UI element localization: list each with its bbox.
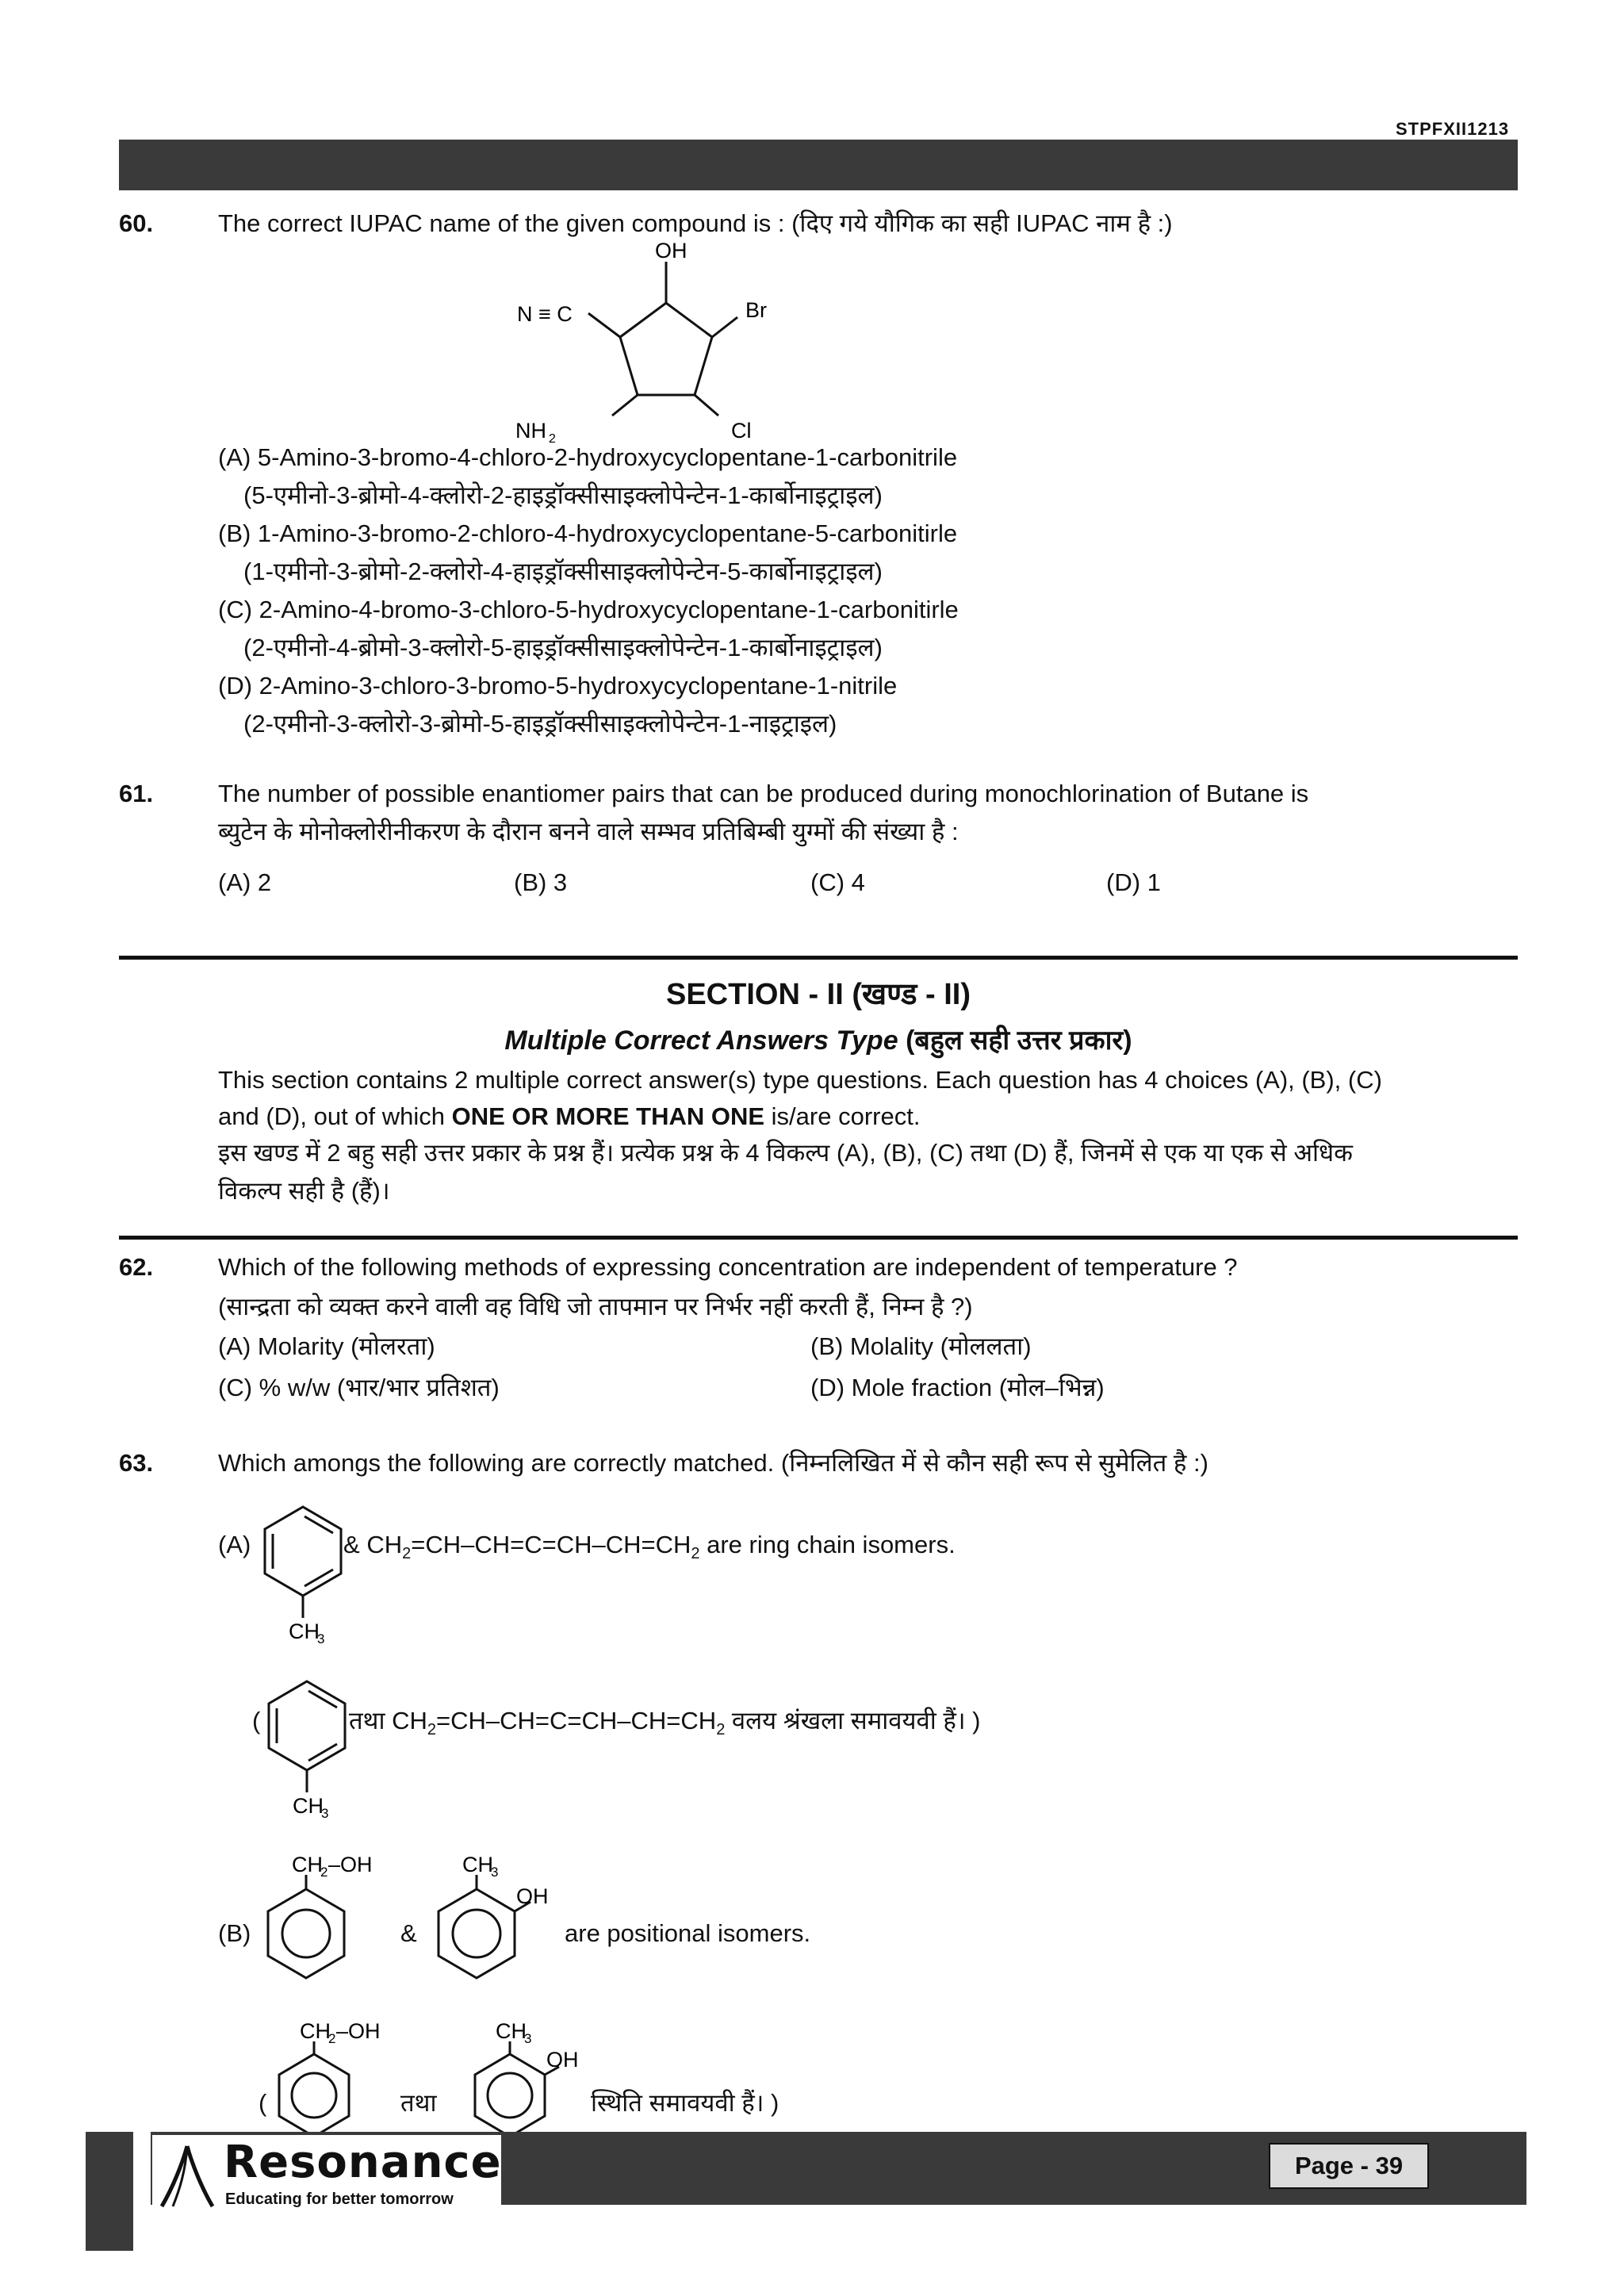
q63-text: Which amongs the following are correctly matched. (निम्नलिखित में से कौन सही रूप से सुमेलित है :) — [218, 1449, 1208, 1477]
q61-option-d: (D) 1 — [1106, 868, 1161, 896]
svg-text:3: 3 — [317, 1631, 325, 1646]
q60-option-b: (B) 1-Amino-3-bromo-2-chloro-4-hydroxycyclopentane-5-carbonitirle — [218, 519, 958, 547]
q60-text: The correct IUPAC name of the given compound is : (दिए गये यौगिक का सही IUPAC नाम है :) — [218, 209, 1173, 237]
section-description-line2: and (D), out of which ONE OR MORE THAN ONE is/are correct. — [218, 1102, 921, 1130]
q62-text-hindi: (सान्द्रता को व्यक्त करने वाली वह विधि जो तापमान पर निर्भर नहीं करती हैं, निम्न है ?) — [218, 1293, 973, 1320]
label-nh2: NH — [515, 419, 546, 443]
q63-b-hindi-open: ( — [259, 2089, 267, 2117]
benzyl-alcohol-structure-hindi — [262, 2014, 381, 2149]
q61-option-c: (C) 4 — [810, 868, 865, 896]
q60-option-a: (A) 5-Amino-3-bromo-4-chloro-2-hydroxycyclopentane-1-carbonitrile — [218, 443, 958, 471]
label-br: Br — [745, 298, 767, 322]
q62-option-a: (A) Molarity (मोलरता) — [218, 1332, 435, 1360]
q63-a-text: & $CH_2=CH-CH=C=CH-CH=CH_2$ are ring chain isomers. — [343, 1531, 956, 1563]
benzene-ring — [269, 1681, 345, 1770]
section-divider-top — [119, 956, 1518, 960]
section-divider-bottom — [119, 1236, 1518, 1240]
svg-text:CH: CH — [300, 2019, 331, 2043]
svg-text:CH: CH — [289, 1619, 320, 1643]
label-oh: OH — [655, 239, 688, 263]
q62-option-b: (B) Molality (मोललता) — [810, 1332, 1032, 1360]
toluene-structure — [254, 1499, 357, 1646]
svg-text:CH: CH — [496, 2019, 527, 2043]
svg-text:–OH: –OH — [336, 2019, 381, 2043]
label-cl: Cl — [731, 419, 752, 443]
svg-text:CH: CH — [293, 1794, 324, 1818]
svg-text:3: 3 — [321, 1806, 329, 1821]
document-code: STPFXII1213 — [1396, 119, 1510, 139]
section-title: SECTION - II (खण्ड - II) — [665, 978, 971, 1011]
section-description-hindi: इस खण्ड में 2 बहु सही उत्तर प्रकार के प्रश्न हैं। प्रत्येक प्रश्न के 4 विकल्प (A), (B), (C) तथा (D) हैं, जिनमें से एक या एक से अधिक — [218, 1139, 1353, 1167]
section-subtitle: Multiple Correct Answers Type (बहुल सही उत्तर प्रकार) — [504, 1025, 1132, 1056]
brand-name: Resonance — [224, 2137, 502, 2188]
q61-text: The number of possible enantiomer pairs that can be produced during monochlorination of Butane is — [218, 780, 1309, 807]
toluene-structure-hindi — [258, 1673, 361, 1820]
benzene-ring — [439, 1889, 515, 1978]
q63-b-text: are positional isomers. — [565, 1919, 811, 1947]
brand-tagline: Educating for better tomorrow — [225, 2191, 454, 2208]
q62-text: Which of the following methods of expressing concentration are independent of temperature ? — [218, 1253, 1238, 1281]
cresol-structure-hindi — [458, 2014, 600, 2149]
svg-text:OH: OH — [546, 2048, 579, 2072]
svg-text:–OH: –OH — [328, 1853, 373, 1876]
label-nc: N ≡ C — [517, 302, 573, 326]
svg-text:2: 2 — [328, 2031, 336, 2046]
q60-option-d: (D) 2-Amino-3-chloro-3-bromo-5-hydroxycyclopentane-1-nitrile — [218, 672, 898, 700]
q62-option-d: (D) Mole fraction (मोल–भिन्न) — [810, 1374, 1105, 1401]
svg-text:CH: CH — [292, 1853, 323, 1876]
q63-a-hindi-text: तथा $CH_2=CH-CH=C=CH-CH=CH_2$ वलय श्रंखला समावयवी हैं। ) — [349, 1707, 981, 1739]
resonance-logo-icon — [155, 2140, 219, 2211]
q61-option-b: (B) 3 — [514, 868, 568, 896]
cresol-structure — [424, 1848, 567, 1999]
q61-number: 61. — [119, 780, 154, 807]
section-description-hindi-line2: विकल्प सही है (हैं)। — [218, 1177, 390, 1205]
q60-number: 60. — [119, 209, 154, 237]
benzene-ring — [279, 2054, 349, 2137]
svg-text:OH: OH — [516, 1884, 549, 1908]
q63-a-hindi-open: ( — [252, 1707, 261, 1734]
q61-text-hindi: ब्युटेन के मोनोक्लोरीनीकरण के दौरान बनने वाले सम्भव प्रतिबिम्बी युग्मों की संख्या है : — [218, 818, 959, 845]
q63-b-amp: & — [400, 1919, 417, 1947]
section-description: This section contains 2 multiple correct answer(s) type questions. Each question has 4 choices (A), (B), (C) — [218, 1066, 1382, 1094]
q60-option-c-hindi: (2-एमीनो-4-ब्रोमो-3-क्लोरो-5-हाइड्रॉक्सीसाइक्लोपेन्टेन-1-कार्बोनाइट्राइल) — [243, 634, 883, 661]
q60-option-d-hindi: (2-एमीनो-3-क्लोरो-3-ब्रोमो-5-हाइड्रॉक्सीसाइक्लोपेन्टेन-1-नाइट्राइल) — [243, 710, 837, 738]
q62-number: 62. — [119, 1253, 154, 1281]
q63-b-hindi-text: स्थिति समावयवी हैं। ) — [591, 2089, 779, 2117]
benzene-ring — [268, 1889, 344, 1978]
q61-option-a: (A) 2 — [218, 868, 272, 896]
benzene-ring — [475, 2054, 545, 2137]
benzyl-alcohol-structure — [254, 1848, 373, 1999]
q62-option-c: (C) % w/w (भार/भार प्रतिशत) — [218, 1374, 500, 1401]
cyclopentane-ring — [620, 303, 712, 395]
svg-text:CH: CH — [462, 1853, 493, 1876]
svg-text:3: 3 — [524, 2031, 532, 2046]
q60-option-c: (C) 2-Amino-4-bromo-3-chloro-5-hydroxycyclopentane-1-carbonitirle — [218, 596, 959, 623]
page-number: Page - 39 — [1269, 2143, 1429, 2189]
q60-structure — [500, 238, 785, 444]
q63-b-label: (B) — [218, 1919, 251, 1947]
q63-number: 63. — [119, 1449, 154, 1477]
header-bar — [119, 140, 1518, 190]
benzene-ring — [265, 1507, 341, 1596]
q60-option-a-hindi: (5-एमीनो-3-ब्रोमो-4-क्लोरो-2-हाइड्रॉक्सीसाइक्लोपेन्टेन-1-कार्बोनाइट्राइल) — [243, 481, 883, 509]
svg-text:3: 3 — [491, 1865, 499, 1880]
q63-a-label: (A) — [218, 1531, 251, 1558]
svg-text:2: 2 — [320, 1865, 328, 1880]
footer-side-block — [86, 2132, 133, 2251]
q63-b-hindi-mid: तथा — [400, 2089, 437, 2117]
q60-option-b-hindi: (1-एमीनो-3-ब्रोमो-2-क्लोरो-4-हाइड्रॉक्सीसाइक्लोपेन्टेन-5-कार्बोनाइट्राइल) — [243, 558, 883, 585]
svg-text:2: 2 — [549, 432, 556, 446]
